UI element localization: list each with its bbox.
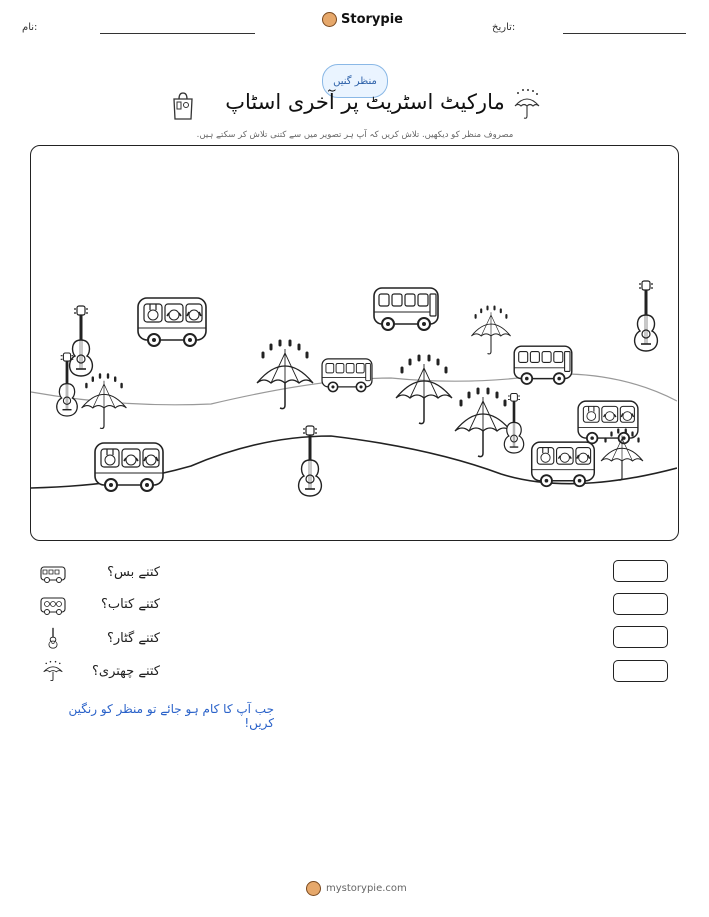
scene-items bbox=[57, 281, 658, 496]
instructions: مصروف منظر کو دیکھیں. تلاش کریں کہ آپ ہر تصویر میں سے کتنی تلاش کر سکتے ہیں. bbox=[196, 130, 514, 140]
question-text: کتنے چھتری؟ bbox=[92, 664, 160, 679]
question-row-bus bbox=[40, 563, 160, 585]
busy-scene bbox=[30, 145, 679, 541]
footer-url[interactable]: mystorypie.com bbox=[326, 883, 407, 894]
question-row-book bbox=[40, 595, 160, 617]
category-badge: منظر گنیں bbox=[322, 64, 388, 98]
answer-box-book[interactable] bbox=[613, 593, 668, 615]
question-text: کتنے گٹار؟ bbox=[106, 631, 160, 646]
bear-logo-icon bbox=[306, 881, 321, 896]
bear-logo-icon bbox=[322, 12, 337, 27]
scene-drawing bbox=[31, 146, 677, 539]
brand-logo bbox=[322, 12, 403, 27]
question-text: کتنے بس؟ bbox=[107, 565, 160, 580]
answer-box-umbrella[interactable] bbox=[613, 660, 668, 682]
question-row-guitar bbox=[40, 629, 160, 651]
date-label: تاریخ: bbox=[492, 22, 516, 33]
worksheet-title: مارکیٹ اسٹریٹ پر آخری اسٹاپ bbox=[225, 90, 505, 114]
coloring-note: جب آپ کا کام ہو جائے تو منظر کو رنگین کریں! bbox=[68, 702, 274, 730]
answer-box-bus[interactable] bbox=[613, 560, 668, 582]
question-text: کتنے کتاب؟ bbox=[101, 597, 160, 612]
answer-box-guitar[interactable] bbox=[613, 626, 668, 648]
name-label: نام: bbox=[22, 22, 38, 33]
question-row-umbrella bbox=[40, 662, 160, 684]
title-umbrella-icon bbox=[512, 88, 542, 120]
footer bbox=[306, 881, 407, 896]
date-line[interactable] bbox=[563, 33, 686, 34]
name-line[interactable] bbox=[100, 33, 255, 34]
brand-name: Storypie bbox=[341, 12, 403, 27]
shopping-bag-icon bbox=[171, 90, 195, 120]
